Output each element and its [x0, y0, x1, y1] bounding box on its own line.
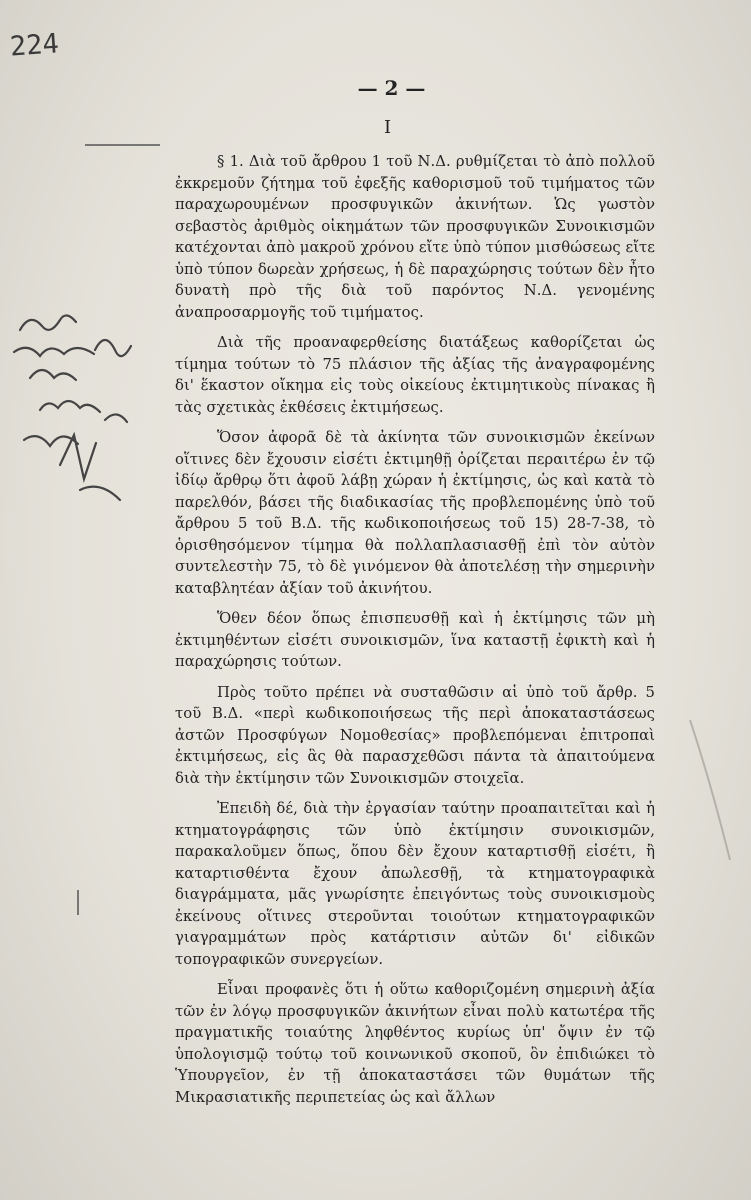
paragraph-4: Ὅθεν δέον ὅπως ἐπισπευσθῇ καὶ ἡ ἐκτίμησις τῶν μὴ ἐκτιμηθέντων εἰσέτι συνοικισμῶν, ἵνα καταστῇ ἐφικτὴ καὶ ἡ παραχώρησις τούτων. [175, 610, 655, 670]
paragraph-2: Διὰ τῆς προαναφερθείσης διατάξεως καθορίζεται ὡς τίμημα τούτων τὸ 75 πλάσιον τῆς ἀξίας τῆς ἀναγραφομένης δι' ἕκαστον οἴκημα εἰς τοὺς οἰκείους ἐκτιμητικοὺς πίνακας ἢ τὰς σχετικὰς ἐκθέσεις ἐκτιμήσεως. [175, 334, 655, 416]
paragraph-6: Ἐπειδὴ δέ, διὰ τὴν ἐργασίαν ταύτην προαπαιτεῖται καὶ ἡ κτηματογράφησις τῶν ὑπὸ ἐκτίμησιν συνοικισμῶν, παρακαλοῦμεν ὅπως, ὅπου δὲν ἔχουν καταρτισθῇ εἰσέτι, ἢ καταρτισθέντα ἔχουν ἀπωλεσθῇ, τὰ κτηματογραφικὰ διαγράμματα, μᾶς γνωρίσητε ἐπειγόντως τοὺς συνοικισμοὺς ἐκείνους οἵτινες στεροῦνται τοιούτων κτηματογραφικῶν γιαγραμμάτων πρὸς κατάρτισιν αὐτῶν δι' εἰδικῶν τοπογραφικῶν συνεργείων. [175, 800, 655, 968]
section-numeral: Ι [383, 117, 392, 138]
page-number: — 2 — [357, 76, 426, 100]
paragraph-7: Εἶναι προφανὲς ὅτι ἡ οὕτω καθοριζομένη σημερινὴ ἀξία τῶν ἐν λόγῳ προσφυγικῶν ἀκινήτων εἶναι πολὺ κατωτέρα τῆς πραγματικῆς τοιαύτης ληφθέντος κυρίως ὑπ' ὄψιν ἐν τῷ ὑπολογισμῷ τούτῳ τοῦ κοινωνικοῦ σκοποῦ, ὃν ἐπιδιώκει τὸ Ὑπουργεῖον, ἐν τῇ ἀποκαταστάσει τῶν θυμάτων τῆς Μικρασιατικῆς περιπετείας ὡς καὶ ἄλλων [175, 981, 655, 1106]
document-body [175, 151, 655, 1117]
margin-scribble-icon [0, 290, 170, 550]
paragraph-3: Ὅσον ἀφορᾶ δὲ τὰ ἀκίνητα τῶν συνοικισμῶν ἐκείνων οἵτινες δὲν ἔχουσιν εἰσέτι ἐκτιμηθῇ ὁρίζεται περαιτέρω ἐν τῷ ἰδίῳ ἄρθρῳ ὅτι ἀφοῦ λάβῃ χώραν ἡ ἐκτίμησις, ὡς καὶ κατὰ τὸ παρελθόν, βάσει τῆς διαδικασίας τῆς προβλεπομένης ὑπὸ τοῦ ἄρθρου 5 τοῦ Β.Δ. τῆς κωδικοποιήσεως τοῦ 15) 28-7-38, τὸ ὁρισθησόμενον τίμημα θὰ πολλαπλασιασθῇ ἐπὶ τὸν αὐτὸν συντελεστὴν 75, τὸ δὲ γινόμενον θὰ ἀποτελέσῃ τὴν σημερινὴν καταβλητέαν ἀξίαν τοῦ ἀκινήτου. [175, 429, 655, 597]
handwritten-page-note: 224 [8, 28, 60, 63]
paragraph-5: Πρὸς τοῦτο πρέπει νὰ συσταθῶσιν αἱ ὑπὸ τοῦ ἄρθρ. 5 τοῦ Β.Δ. «περὶ κωδικοποιήσεως τῆς περὶ ἀποκαταστάσεως ἀστῶν Προσφύγων Νομοθεσίας» προβλεπόμεναι ἐπιτροπαὶ ἐκτιμήσεως, εἰς ἃς θὰ παρασχεθῶσι πάντα τὰ ἀπαιτούμενα διὰ τὴν ἐκτίμησιν τῶν Συνοικισμῶν στοιχεῖα. [175, 683, 655, 787]
paragraph-1: § 1. Διὰ τοῦ ἄρθρου 1 τοῦ Ν.Δ. ρυθμίζεται τὸ ἀπὸ πολλοῦ ἐκκρεμοῦν ζήτημα τοῦ ἐφεξῆς καθορισμοῦ τοῦ τιμήματος τῶν παραχωρουμένων προσφυγικῶν ἀκινήτων. Ὡς γωστὸν σεβαστὸς ἀριθμὸς οἰκημάτων τῶν προσφυγικῶν Συνοικισμῶν κατέχονται ἀπὸ μακροῦ χρόνου εἴτε ὑπὸ τύπον μισθώσεως εἴτε ὑπὸ τύπον δωρεὰν χρήσεως, ἡ δὲ παραχώρησις τούτων δὲν ἦτο δυνατὴ πρὸ τῆς διὰ τοῦ παρόντος Ν.Δ. γενομένης ἀναπροσαρμογῆς τοῦ τιμήματος. [175, 153, 655, 321]
